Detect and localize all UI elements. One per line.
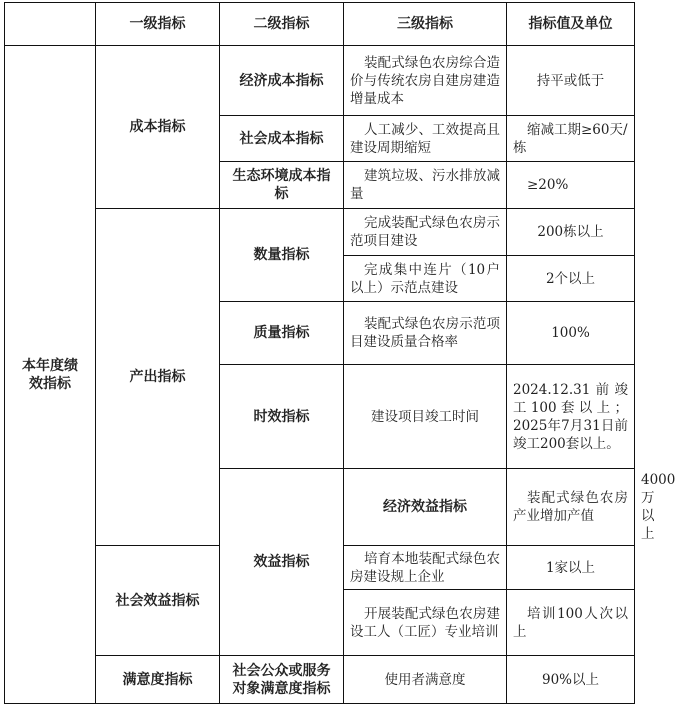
quantity-tertiary-2: 完成集中连片（10户以上）示范点建设	[344, 256, 507, 302]
cost-indicator-label: 成本指标	[96, 46, 220, 209]
benefit-indicator-label: 效益指标	[220, 469, 344, 656]
header-level3: 三级指标	[344, 3, 507, 46]
social-benefit-tertiary-1: 培育本地装配式绿色农房建设规上企业	[344, 546, 507, 590]
satisfaction-tertiary: 使用者满意度	[344, 656, 507, 704]
economic-benefit-label: 经济效益指标	[344, 469, 507, 546]
ecological-cost-label: 生态环境成本指标	[220, 162, 344, 209]
table-row	[5, 209, 635, 256]
social-cost-tertiary: 人工减少、工效提高且建设周期缩短	[344, 116, 507, 162]
quality-value: 100%	[507, 302, 635, 365]
quantity-indicator-label: 数量指标	[220, 209, 344, 302]
header-level2: 二级指标	[220, 3, 344, 46]
timeliness-tertiary: 建设项目竣工时间	[344, 365, 507, 469]
performance-indicator-table	[4, 2, 675, 704]
header-value-unit: 指标值及单位	[507, 3, 635, 46]
ecological-cost-tertiary: 建筑垃圾、污水排放减量	[344, 162, 507, 209]
social-benefit-value-1: 1家以上	[507, 546, 635, 590]
satisfaction-secondary-label: 社会公众或服务对象满意度指标	[220, 656, 344, 704]
economic-cost-value: 持平或低于	[507, 46, 635, 116]
economic-cost-tertiary: 装配式绿色农房综合造价与传统农房自建房建造增量成本	[344, 46, 507, 116]
quality-indicator-label: 质量指标	[220, 302, 344, 365]
economic-benefit-tertiary: 装配式绿色农房产业增加产值	[507, 469, 635, 546]
table-row	[5, 46, 635, 116]
satisfaction-indicator-label: 满意度指标	[96, 656, 220, 704]
table-row: 效益指标 经济效益指标 装配式绿色农房产业增加产值 4000万以上	[5, 469, 635, 546]
ecological-cost-value: ≥20%	[507, 162, 635, 209]
output-indicator-label: 产出指标	[96, 209, 220, 546]
table-row	[5, 656, 635, 704]
quantity-value-1: 200栋以上	[507, 209, 635, 256]
header-blank	[5, 3, 96, 46]
header-row	[5, 3, 635, 46]
timeliness-value: 2024.12.31前竣工100套以上；2025年7月31日前竣工200套以上。	[507, 365, 635, 469]
social-cost-label: 社会成本指标	[220, 116, 344, 162]
header-level1: 一级指标	[96, 3, 220, 46]
social-benefit-tertiary-2: 开展装配式绿色农房建设工人（工匠）专业培训	[344, 590, 507, 656]
economic-cost-label: 经济成本指标	[220, 46, 344, 116]
satisfaction-value: 90%以上	[507, 656, 635, 704]
social-benefit-value-2: 培训100人次以上	[507, 590, 635, 656]
quantity-tertiary-1: 完成装配式绿色农房示范项目建设	[344, 209, 507, 256]
quality-tertiary: 装配式绿色农房示范项目建设质量合格率	[344, 302, 507, 365]
social-cost-value: 缩减工期≥60天/栋	[507, 116, 635, 162]
goal-label: 本年度绩效指标	[5, 46, 96, 704]
quantity-value-2: 2个以上	[507, 256, 635, 302]
timeliness-indicator-label: 时效指标	[220, 365, 344, 469]
social-benefit-label: 社会效益指标	[96, 546, 220, 656]
